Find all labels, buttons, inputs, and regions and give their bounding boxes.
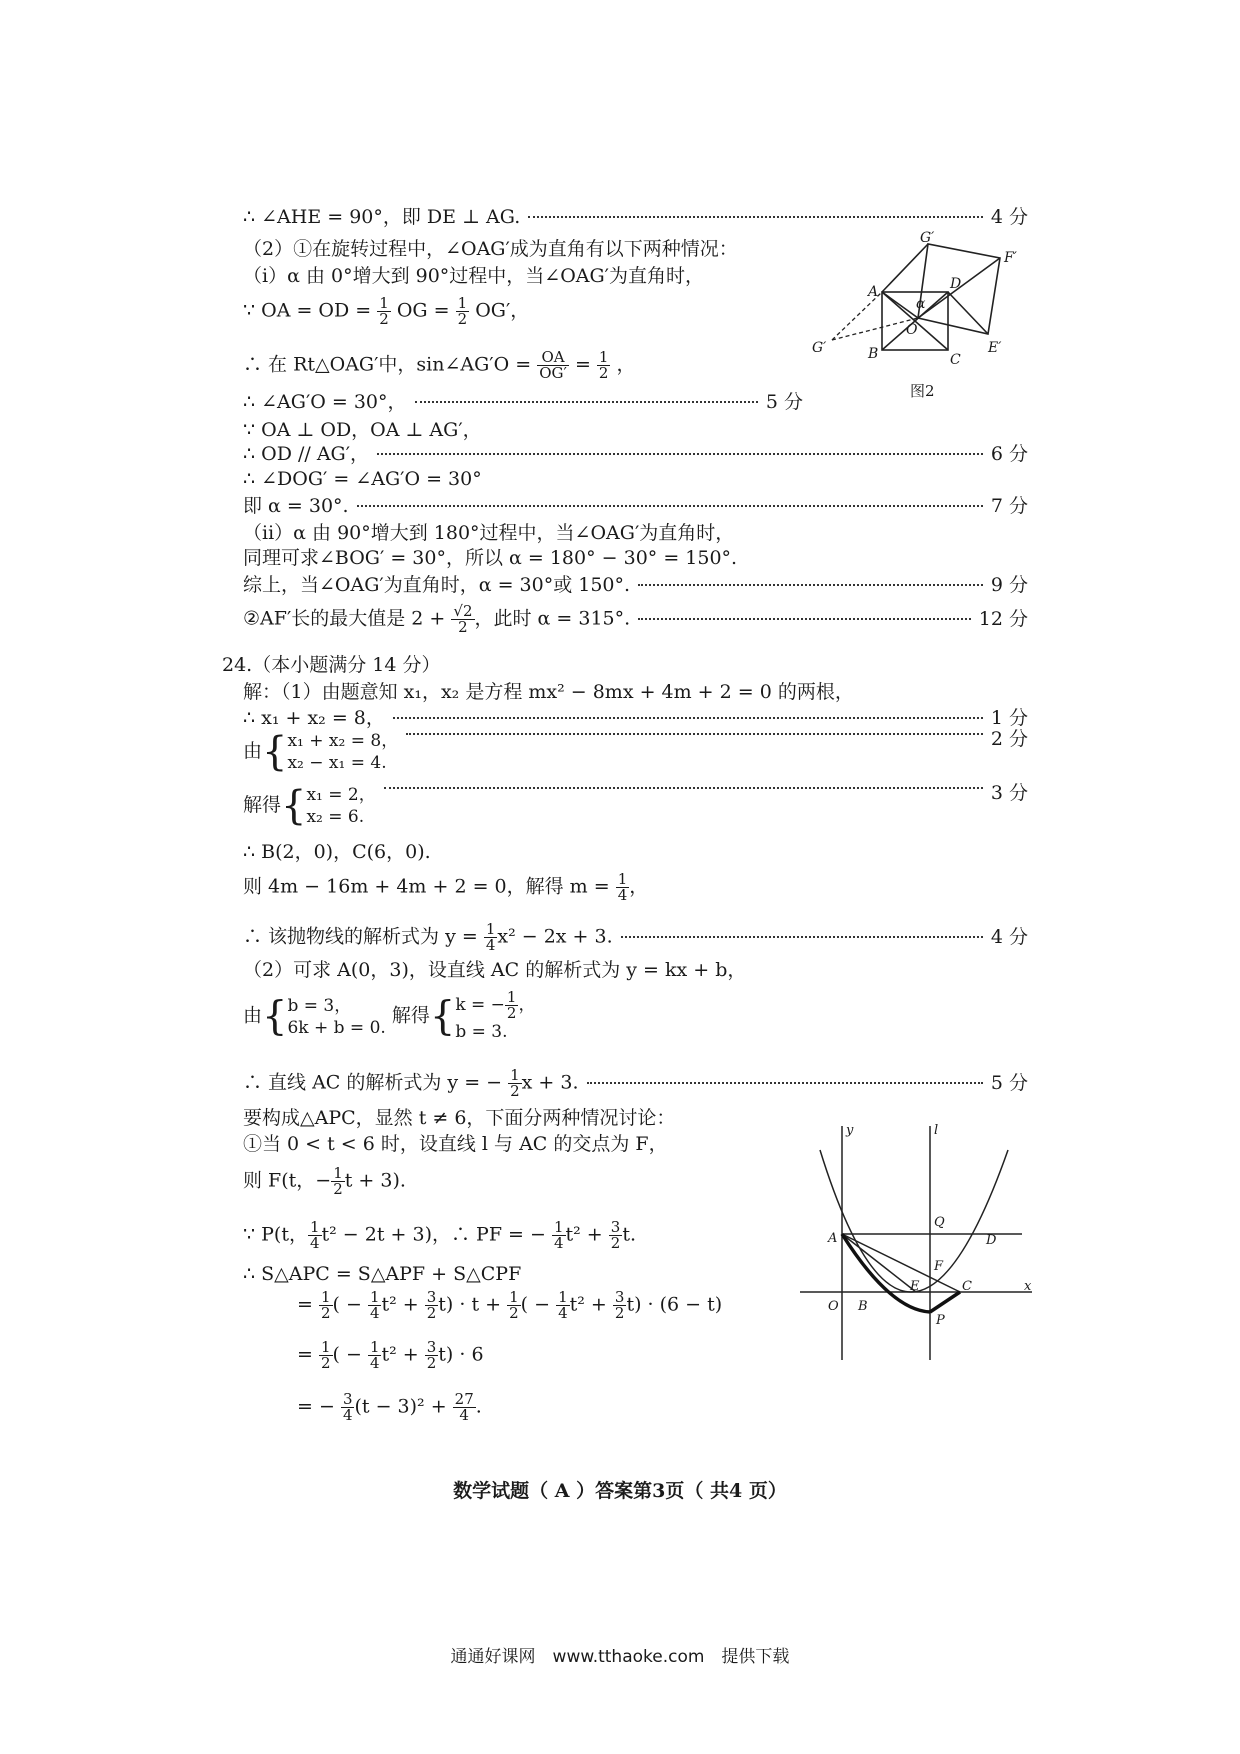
fig3-label: O [828, 1299, 839, 1314]
line-23-11: （ⅱ）α 由 90°增大到 180°过程中，当∠OAG′为直角时， [243, 522, 735, 544]
line-24-2: ∴ x₁ + x₂ = 8， 1 分 [243, 707, 1028, 729]
line-23-2: （2）①在旋转过程中，∠OAG′成为直角有以下两种情况： [243, 238, 738, 260]
score: 9 分 [990, 574, 1028, 596]
fig2-label: α [916, 296, 926, 312]
line-24-7: ∴ 该抛物线的解析式为 y = $\frac{1}{4}$ x² − 2x + 3. 4 分 [243, 920, 1028, 954]
fig3-label: C [962, 1279, 972, 1294]
fig3-label: F [934, 1259, 944, 1274]
line-24-8: （2）可求 A(0，3)，设直线 AC 的解析式为 y = kx + b， [243, 959, 747, 981]
line-23-9: ∴ ∠DOG′ = ∠AG′O = 30° [243, 468, 482, 490]
line-24-17: = $\frac{1}{2}$ ( − $\frac{1}{4}$ t² + $\frac{3}{2}$ t) · 6 [297, 1338, 484, 1372]
download-credit: 通通好课网 www.tthaoke.com 提供下载 [450, 1647, 790, 1667]
line-23-7: ∵ OA ⊥ OD，OA ⊥ AG′， [243, 419, 482, 441]
question-24-header: 24.（本小题满分 14 分） [222, 654, 441, 676]
fig3-label: D [986, 1233, 997, 1248]
fig3-label: B [858, 1299, 868, 1314]
fig2-label: G′ [812, 340, 827, 356]
line-23-13: 综上，当∠OAG′为直角时，α = 30°或 150°. 9 分 [243, 574, 1028, 596]
line-24-6: 则 4m − 16m + 4m + 2 = 0，解得 m = $\frac{1}{4}$ ， [243, 870, 649, 904]
line-23-4: ∵ OA = OD = $\frac{1}{2}$ OG = $\frac{1}{2}$ OG′， [243, 294, 530, 328]
line-24-3: 由{x₁ + x₂ = 8， x₂ − x₁ = 4. 2 分 [243, 726, 1028, 776]
line-24-10: ∴ 直线 AC 的解析式为 y = − $\frac{1}{2}$ x + 3. 5 分 [243, 1066, 1028, 1100]
figure-2-rotation-diagram [810, 230, 1030, 410]
fig3-label: E [910, 1279, 920, 1294]
fig2-label: E′ [988, 340, 1002, 356]
line-23-14: ②AF′长的最大值是 2 + $\frac{√2}{2}$ ，此时 α = 315°. 12 分 [243, 602, 1028, 636]
line-24-15: ∴ S△APC = S△APF + S△CPF [243, 1263, 522, 1285]
line-24-12: ①当 0 < t < 6 时，设直线 l 与 AC 的交点为 F， [243, 1133, 668, 1155]
line-24-4: 解得{x₁ = 2， x₂ = 6. 3 分 [243, 780, 1028, 830]
score: 3 分 [990, 782, 1028, 804]
line-24-16: = $\frac{1}{2}$ ( − $\frac{1}{4}$ t² + $\frac{3}{2}$ t) · t + $\frac{1}{2}$ ( − $\frac{1}{4}$ t² + $\frac{3}{2}$ t) · (6 − t) [297, 1288, 723, 1322]
score: 4 分 [990, 925, 1028, 948]
score: 5 分 [765, 391, 803, 413]
fig2-label: A [868, 284, 879, 300]
score: 5 分 [990, 1071, 1028, 1094]
line-23-8: ∴ OD // AG′， 6 分 [243, 443, 1028, 465]
line-23-3: （ⅰ）α 由 0°增大到 90°过程中，当∠OAG′为直角时， [243, 265, 705, 287]
line-23-6: ∴ ∠AG′O = 30°， 5 分 [243, 391, 803, 413]
fig3-label: y [846, 1123, 854, 1138]
fig2-caption: 图2 [910, 382, 935, 400]
fig3-label: x [1024, 1279, 1032, 1294]
line-23-5: ∴ 在 Rt△OAG′中，sin∠AG′O = $\frac{OA}{OG'}$ = $\frac{1}{2}$ ， [243, 348, 636, 382]
line-24-13: 则 F(t，− $\frac{1}{2}$ t + 3). [243, 1164, 406, 1198]
fig3-label: P [936, 1313, 945, 1328]
score: 1 分 [990, 707, 1028, 729]
line-24-9: 由{b = 3， 6k + b = 0. 解得{k = − $\frac{1}{2}$ ， b = 3. [243, 988, 536, 1042]
figure-parabola-graph [790, 1120, 1040, 1370]
score: 12 分 [978, 607, 1028, 630]
score: 7 分 [990, 495, 1028, 517]
fig2-label: C [950, 352, 961, 368]
fig2-label: G′ [920, 230, 935, 246]
line-24-18: = − $\frac{3}{4}$ (t − 3)² + $\frac{27}{4}$ . [297, 1390, 482, 1424]
score: 4 分 [990, 206, 1028, 228]
line-23-1: ∴ ∠AHE = 90°，即 DE ⊥ AG. 4 分 [243, 206, 1028, 228]
fig2-label: D [950, 276, 962, 292]
line-24-11: 要构成△APC，显然 t ≠ 6，下面分两种情况讨论： [243, 1107, 676, 1129]
score: 6 分 [990, 443, 1028, 465]
score: 2 分 [990, 728, 1028, 750]
fig2-label: F′ [1004, 250, 1017, 266]
line-24-5: ∴ B(2，0)，C(6，0). [243, 841, 431, 863]
fig3-label: A [828, 1231, 838, 1246]
fig3-label: l [934, 1123, 939, 1138]
fig3-label: Q [934, 1215, 945, 1230]
page-footer: 数学试题（ A ）答案第3页（ 共4 页） [453, 1480, 787, 1502]
line-23-12: 同理可求∠BOG′ = 30°，所以 α = 180° − 30° = 150°. [243, 547, 738, 569]
fig2-label: O [906, 322, 918, 338]
fig2-label: B [868, 346, 879, 362]
line-23-10: 即 α = 30°. 7 分 [243, 495, 1028, 517]
line-24-14: ∵ P(t， $\frac{1}{4}$ t² − 2t + 3)，∴ PF = − $\frac{1}{4}$ t² + $\frac{3}{2}$ t. [243, 1218, 637, 1252]
line-24-1: 解：（1）由题意知 x₁，x₂ 是方程 mx² − 8mx + 4m + 2 = 0 的两根， [243, 681, 854, 703]
